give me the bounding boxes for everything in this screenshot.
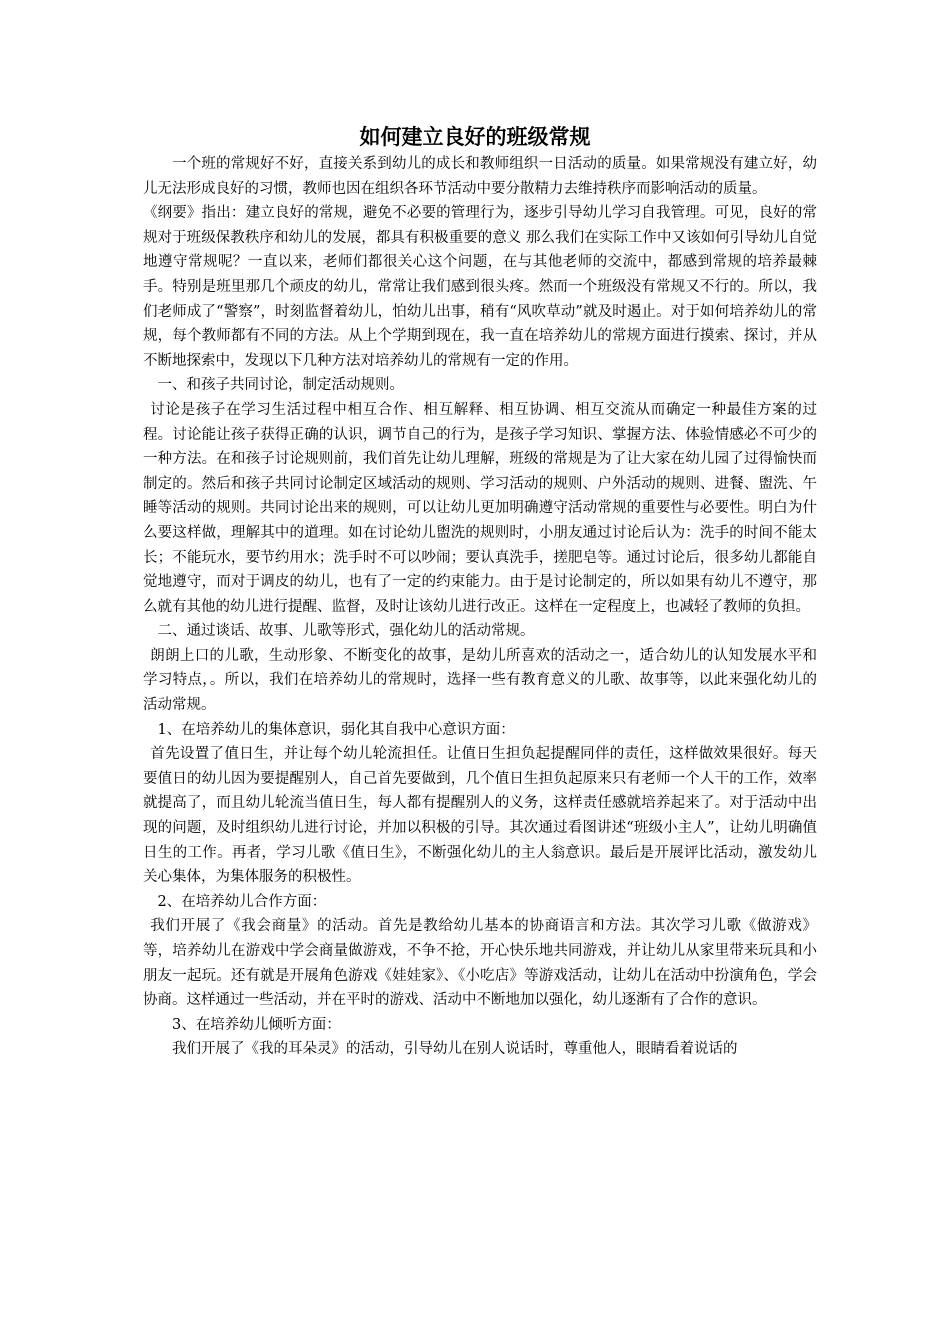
paragraph: 《纲要》指出：建立良好的常规，避免不必要的管理行为，逐步引导幼儿学习自我管理。可见，良好的常规对于班级保教秩序和幼儿的发展，都具有积极重要的意义 那么我们在实际工作中又该如何引导幼儿自觉地遵守常规呢？一直以来，老师们都很关心这个问题，在与其他老师的交流中，都感到常规的培养最棘手。特别是班里那几个顽皮的幼儿，常常让我们感到很头疼。然而一个班级没有常规又不行的。所以，我们老师成了“警察”，时刻监督着幼儿，怕幼儿出事，稍有“风吹草动”就及时遏止。对于如何培养幼儿的常规，每个教师都有不同的方法。从上个学期到现在，我一直在培养幼儿的常规方面进行摸索、探讨，并从不断地探索中，发现以下几种方法对培养幼儿的常规有一定的作用。 (143, 205, 817, 369)
document-body (143, 152, 817, 1062)
subsection-heading: 2、在培养幼儿合作方面： (157, 893, 327, 910)
paragraph: 讨论是孩子在学习生活过程中相互合作、相互解释、相互协调、相互交流从而确定一种最佳方案的过程。讨论能让孩子获得正确的认识，调节自己的行为，是孩子学习知识、掌握方法、体验情感必不可少的一种方法。在和孩子讨论规则前，我们首先让幼儿理解，班级的常规是为了让大家在幼儿园了过得愉快而制定的。然后和孩子共同讨论制定区域活动的规则、学习活动的规则、户外活动的规则、进餐、盥洗、午睡等活动的规则。共同讨论出来的规则，可以让幼儿更加明确遵守活动常规的重要性与必要性。明白为什么要这样做，理解其中的道理。如在讨论幼儿盥洗的规则时，小朋友通过讨论后认为：洗手的时间不能太长；不能玩水，要节约用水；洗手时不可以吵闹；要认真洗手，搓肥皂等。通过讨论后，很多幼儿都能自觉地遵守，而对于调皮的幼儿，也有了一定的约束能力。由于是讨论制定的，所以如果有幼儿不遵守，那么就有其他的幼儿进行提醒、监督，及时让该幼儿进行改正。这样在一定程度上，也减轻了教师的负担。 (143, 401, 817, 615)
section-heading: 二、通过谈话、故事、儿歌等形式，强化幼儿的活动常规。 (157, 623, 535, 640)
subsection-heading: 3、在培养幼儿倾听方面： (172, 1016, 341, 1033)
subsection-heading: 1、在培养幼儿的集体意识，弱化其自我中心意识方面： (157, 721, 515, 738)
paragraph: 一个班的常规好不好，直接关系到幼儿的成长和教师组织一日活动的质量。如果常规没有建立好，幼儿无法形成良好的习惯，教师也因在组织各环节活动中要分散精力去维持秩序而影响活动的质量。 (143, 156, 817, 197)
paragraph: 我们开展了《我会商量》的活动。首先是教给幼儿基本的协商语言和方法。其次学习儿歌《做游戏》等，培养幼儿在游戏中学会商量做游戏，不争不抢，开心快乐地共同游戏，并让幼儿从家里带来玩具和小朋友一起玩。还有就是开展角色游戏《娃娃家》、《小吃店》等游戏活动，让幼儿在活动中扮演角色，学会协商。这样通过一些活动，并在平时的游戏、活动中不断地加以强化，幼儿逐渐有了合作的意识。 (143, 918, 817, 1009)
paragraph: 朗朗上口的儿歌，生动形象、不断变化的故事，是幼儿所喜欢的活动之一，适合幼儿的认知发展水平和学习特点，。所以，我们在培养幼儿的常规时，选择一些有教育意义的儿歌、故事等，以此来强化幼儿的活动常规。 (143, 647, 817, 714)
section-heading: 一、和孩子共同讨论，制定活动规则。 (157, 377, 404, 394)
document-title: 如何建立良好的班级常规 (359, 125, 591, 149)
paragraph: 我们开展了《我的耳朵灵》的活动，引导幼儿在别人说话时，尊重他人，眼睛看着说话的 (172, 1041, 738, 1058)
paragraph: 首先设置了值日生，并让每个幼儿轮流担任。让值日生担负起提醒同伴的责任，这样做效果很好。每天要值日的幼儿因为要提醒别人，自己首先要做到，几个值日生担负起原来只有老师一个人干的工作，效率就提高了，而且幼儿轮流当值日生，每人都有提醒别人的义务，这样责任感就培养起来了。对于活动中出现的问题，及时组织幼儿进行讨论，并加以积极的引导。其次通过看图讲述“班级小主人”，让幼儿明确值日生的工作。再者，学习儿歌《值日生》，不断强化幼儿的主人翁意识。最后是开展评比活动，激发幼儿关心集体，为集体服务的积极性。 (143, 746, 817, 886)
